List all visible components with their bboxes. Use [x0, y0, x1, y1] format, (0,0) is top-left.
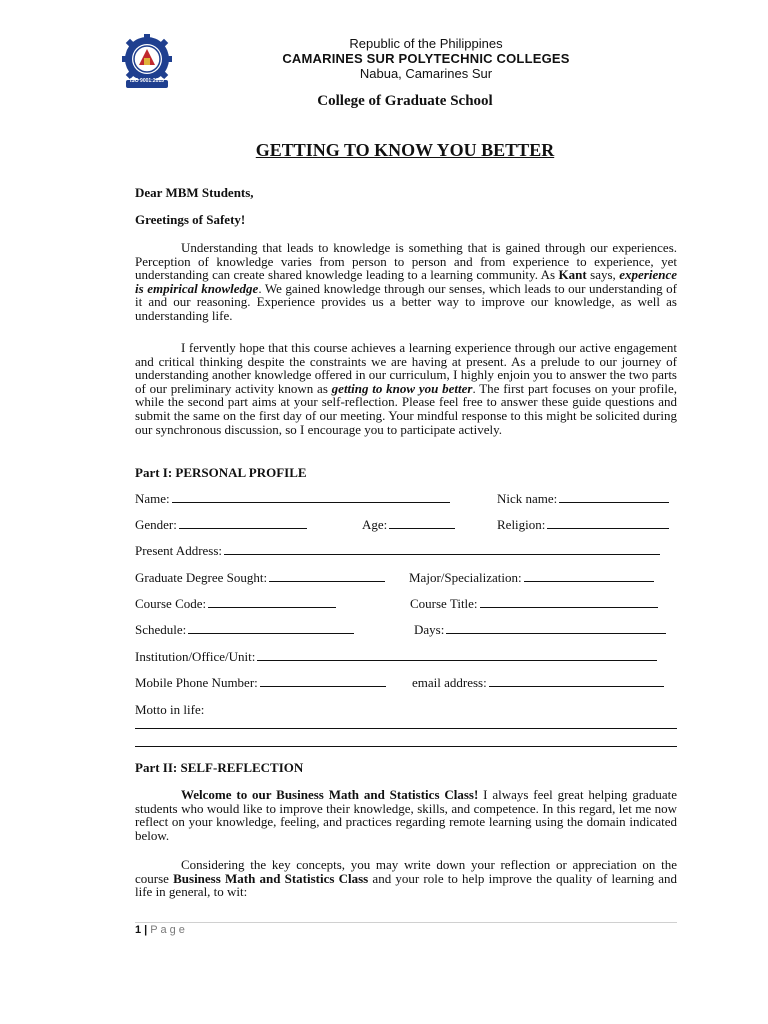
para1-quote: experience is empirical knowledge [135, 267, 677, 296]
age-field[interactable] [362, 517, 455, 533]
age-label: Age: [362, 517, 388, 532]
welcome-rest: I always feel great helping graduate students who would like to improve their knowledge, skills, and competence. In this regard, let me now reflect on your knowledge, feeling, and practices regarding remote learning using the domain indicated below. [135, 787, 677, 843]
address-label: Present Address: [135, 543, 223, 558]
welcome-paragraph [135, 788, 677, 842]
reflection-paragraph [135, 858, 677, 899]
purpose-paragraph [135, 341, 677, 436]
course-title-label: Course Title: [410, 596, 478, 611]
degree-blank[interactable] [269, 570, 385, 582]
gender-field[interactable] [135, 517, 307, 533]
page-label: Page [150, 924, 188, 936]
para2-text-b: . The first part focuses on your profile, while the second part aims at your self-reflection. Please feel free to answer these guide questions and submit the same on the first day of our meeting. Your mindful response to this might be solicited during our synchronous discussion, so I encourage you to participate actively. [135, 380, 677, 437]
email-blank[interactable] [489, 675, 664, 687]
part2-title: Part II: SELF-REFLECTION [135, 760, 304, 775]
name-blank[interactable] [172, 491, 450, 503]
welcome-bold: Welcome to our Business Math and Statistics Class! [181, 787, 479, 802]
degree-field[interactable] [135, 570, 385, 586]
mobile-blank[interactable] [260, 675, 386, 687]
email-field[interactable] [412, 675, 664, 691]
page-number: 1 [135, 924, 142, 936]
page-footer [135, 924, 188, 936]
religion-blank[interactable] [547, 517, 669, 529]
religion-field[interactable] [497, 517, 669, 533]
para1-kant: Kant [558, 267, 587, 283]
para1-text-a: Understanding that leads to knowledge is something that is gained through our experiences. Perception of knowledge varies from person to person and from experience to experience, yet understanding can create shared knowledge leading to a learning community. As [135, 240, 677, 283]
nickname-blank[interactable] [559, 491, 669, 503]
institution-label: Institution/Office/Unit: [135, 649, 256, 664]
major-field[interactable] [409, 570, 654, 586]
major-blank[interactable] [524, 570, 654, 582]
header-school-name: CAMARINES SUR POLYTECHNIC COLLEGES [282, 51, 570, 66]
nickname-field[interactable] [497, 491, 669, 507]
course-title-field[interactable] [410, 596, 658, 612]
motto-field [135, 702, 204, 718]
greeting: Greetings of Safety! [135, 212, 246, 227]
reflection-text-a: Considering the key concepts, you may write down your reflection or appreciation on the course [135, 857, 677, 886]
page-separator: | [144, 924, 148, 936]
schedule-field[interactable] [135, 622, 354, 638]
para2-text-a: I fervently hope that this course achieves a learning experience through our active engagement and critical thinking despite the constraints we are having at present. As a prelude to our journey of understanding another knowledge offered in our curriculum, I highly enjoin you to answer the two parts of our preliminary activity known as [135, 340, 677, 396]
days-field[interactable] [414, 622, 666, 638]
header-republic: Republic of the Philippines [349, 36, 503, 51]
para1-text-c: . We gained knowledge through our senses, which leads to our understanding of it and our reasoning. Experience provides us a better way to improve our knowledge, as well as understanding life. [135, 280, 677, 323]
address-blank[interactable] [224, 543, 660, 555]
address-field[interactable] [135, 543, 660, 559]
age-blank[interactable] [389, 517, 455, 529]
course-code-label: Course Code: [135, 596, 207, 611]
college-name: College of Graduate School [317, 93, 493, 109]
institution-blank[interactable] [257, 649, 657, 661]
header-location: Nabua, Camarines Sur [359, 66, 493, 81]
days-label: Days: [414, 622, 445, 637]
course-title-blank[interactable] [480, 596, 658, 608]
motto-label: Motto in life: [135, 702, 205, 717]
motto-line-2[interactable] [135, 746, 677, 747]
name-label: Name: [135, 491, 170, 506]
part1-title: Part I: PERSONAL PROFILE [135, 465, 307, 480]
motto-line-1[interactable] [135, 728, 677, 729]
religion-label: Religion: [497, 517, 546, 532]
reflection-text-b: and your role to help improve the quality of learning and life in general, to wit: [135, 870, 677, 900]
gender-label: Gender: [135, 517, 177, 532]
intro-paragraph [135, 241, 677, 323]
mobile-label: Mobile Phone Number: [135, 675, 258, 690]
reflection-bold: Business Math and Statistics Class [173, 870, 369, 886]
logo-iso-caption: ISO 9001:2015 [130, 78, 164, 84]
schedule-label: Schedule: [135, 622, 187, 637]
institution-field[interactable] [135, 649, 657, 665]
email-label: email address: [412, 675, 487, 690]
salutation: Dear MBM Students, [135, 185, 254, 200]
name-field[interactable] [135, 491, 450, 507]
gender-blank[interactable] [179, 517, 307, 529]
nickname-label: Nick name: [497, 491, 558, 506]
degree-label: Graduate Degree Sought: [135, 570, 268, 585]
course-code-blank[interactable] [208, 596, 336, 608]
para2-emphasis: getting to know you better [331, 380, 473, 396]
mobile-field[interactable] [135, 675, 386, 691]
course-code-field[interactable] [135, 596, 336, 612]
para1-text-b: says, [586, 267, 620, 283]
footer-rule [135, 922, 677, 923]
document-title: GETTING TO KNOW YOU BETTER [255, 140, 555, 160]
schedule-blank[interactable] [188, 622, 354, 634]
days-blank[interactable] [446, 622, 666, 634]
major-label: Major/Specialization: [409, 570, 522, 585]
